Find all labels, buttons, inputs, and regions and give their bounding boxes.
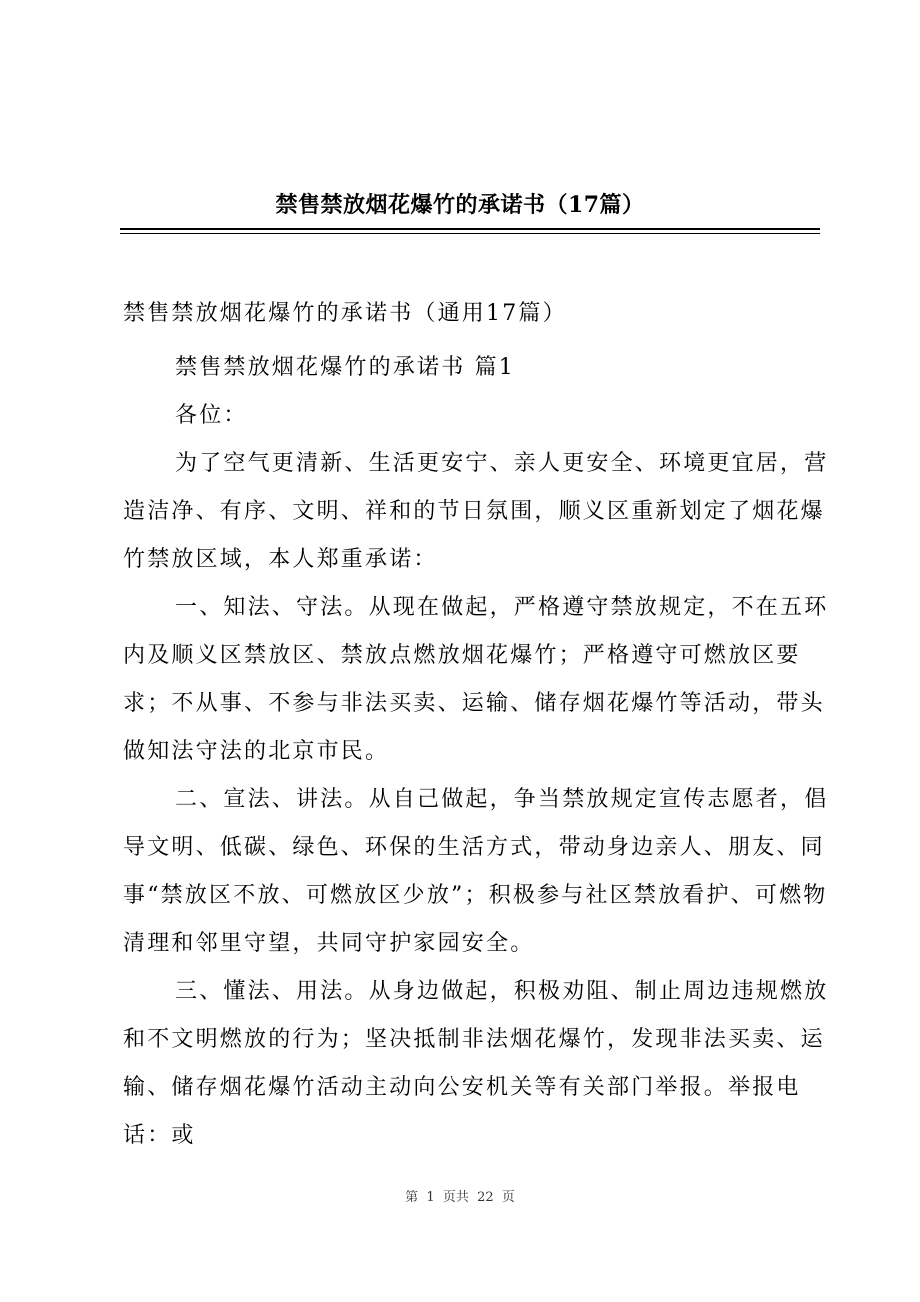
section-heading: 禁售禁放烟花爆竹的承诺书 篇1	[175, 355, 515, 380]
title-divider-thick	[120, 228, 820, 230]
page-number-footer: 第 1 页共 22 页	[405, 1190, 515, 1205]
body-paragraph: 一、知法、守法。从现在做起，严格遵守禁放规定，不在五环内及顺义区禁放区、禁放点燃放烟花爆竹；严格遵守可燃放区要求；不从事、不参与非法买卖、运输、储存烟花爆竹等活动，带头做知法守法的北京市民。	[123, 595, 829, 764]
body-paragraph: 三、懂法、用法。从身边做起，积极劝阻、制止周边违规燃放和不文明燃放的行为；坚决抵制非法烟花爆竹，发现非法买卖、运输、储存烟花爆竹活动主动向公安机关等有关部门举报。举报电话：或	[123, 979, 829, 1148]
body-paragraph: 二、宣法、讲法。从自己做起，争当禁放规定宣传志愿者，倡导文明、低碳、绿色、环保的生活方式，带动身边亲人、朋友、同事“禁放区不放、可燃放区少放”；积极参与社区禁放看护、可燃物清理和邻里守望，共同守护家园安全。	[123, 787, 829, 956]
body-paragraph: 为了空气更清新、生活更安宁、亲人更安全、环境更宜居，营造洁净、有序、文明、祥和的节日氛围，顺义区重新划定了烟花爆竹禁放区域，本人郑重承诺：	[123, 451, 829, 572]
salutation: 各位：	[175, 403, 248, 428]
title-divider-thin	[120, 233, 820, 234]
document-subtitle: 禁售禁放烟花爆竹的承诺书（通用17篇）	[123, 301, 567, 326]
document-body	[123, 290, 835, 1160]
document-title: 禁售禁放烟花爆竹的承诺书（17篇）	[275, 192, 645, 218]
